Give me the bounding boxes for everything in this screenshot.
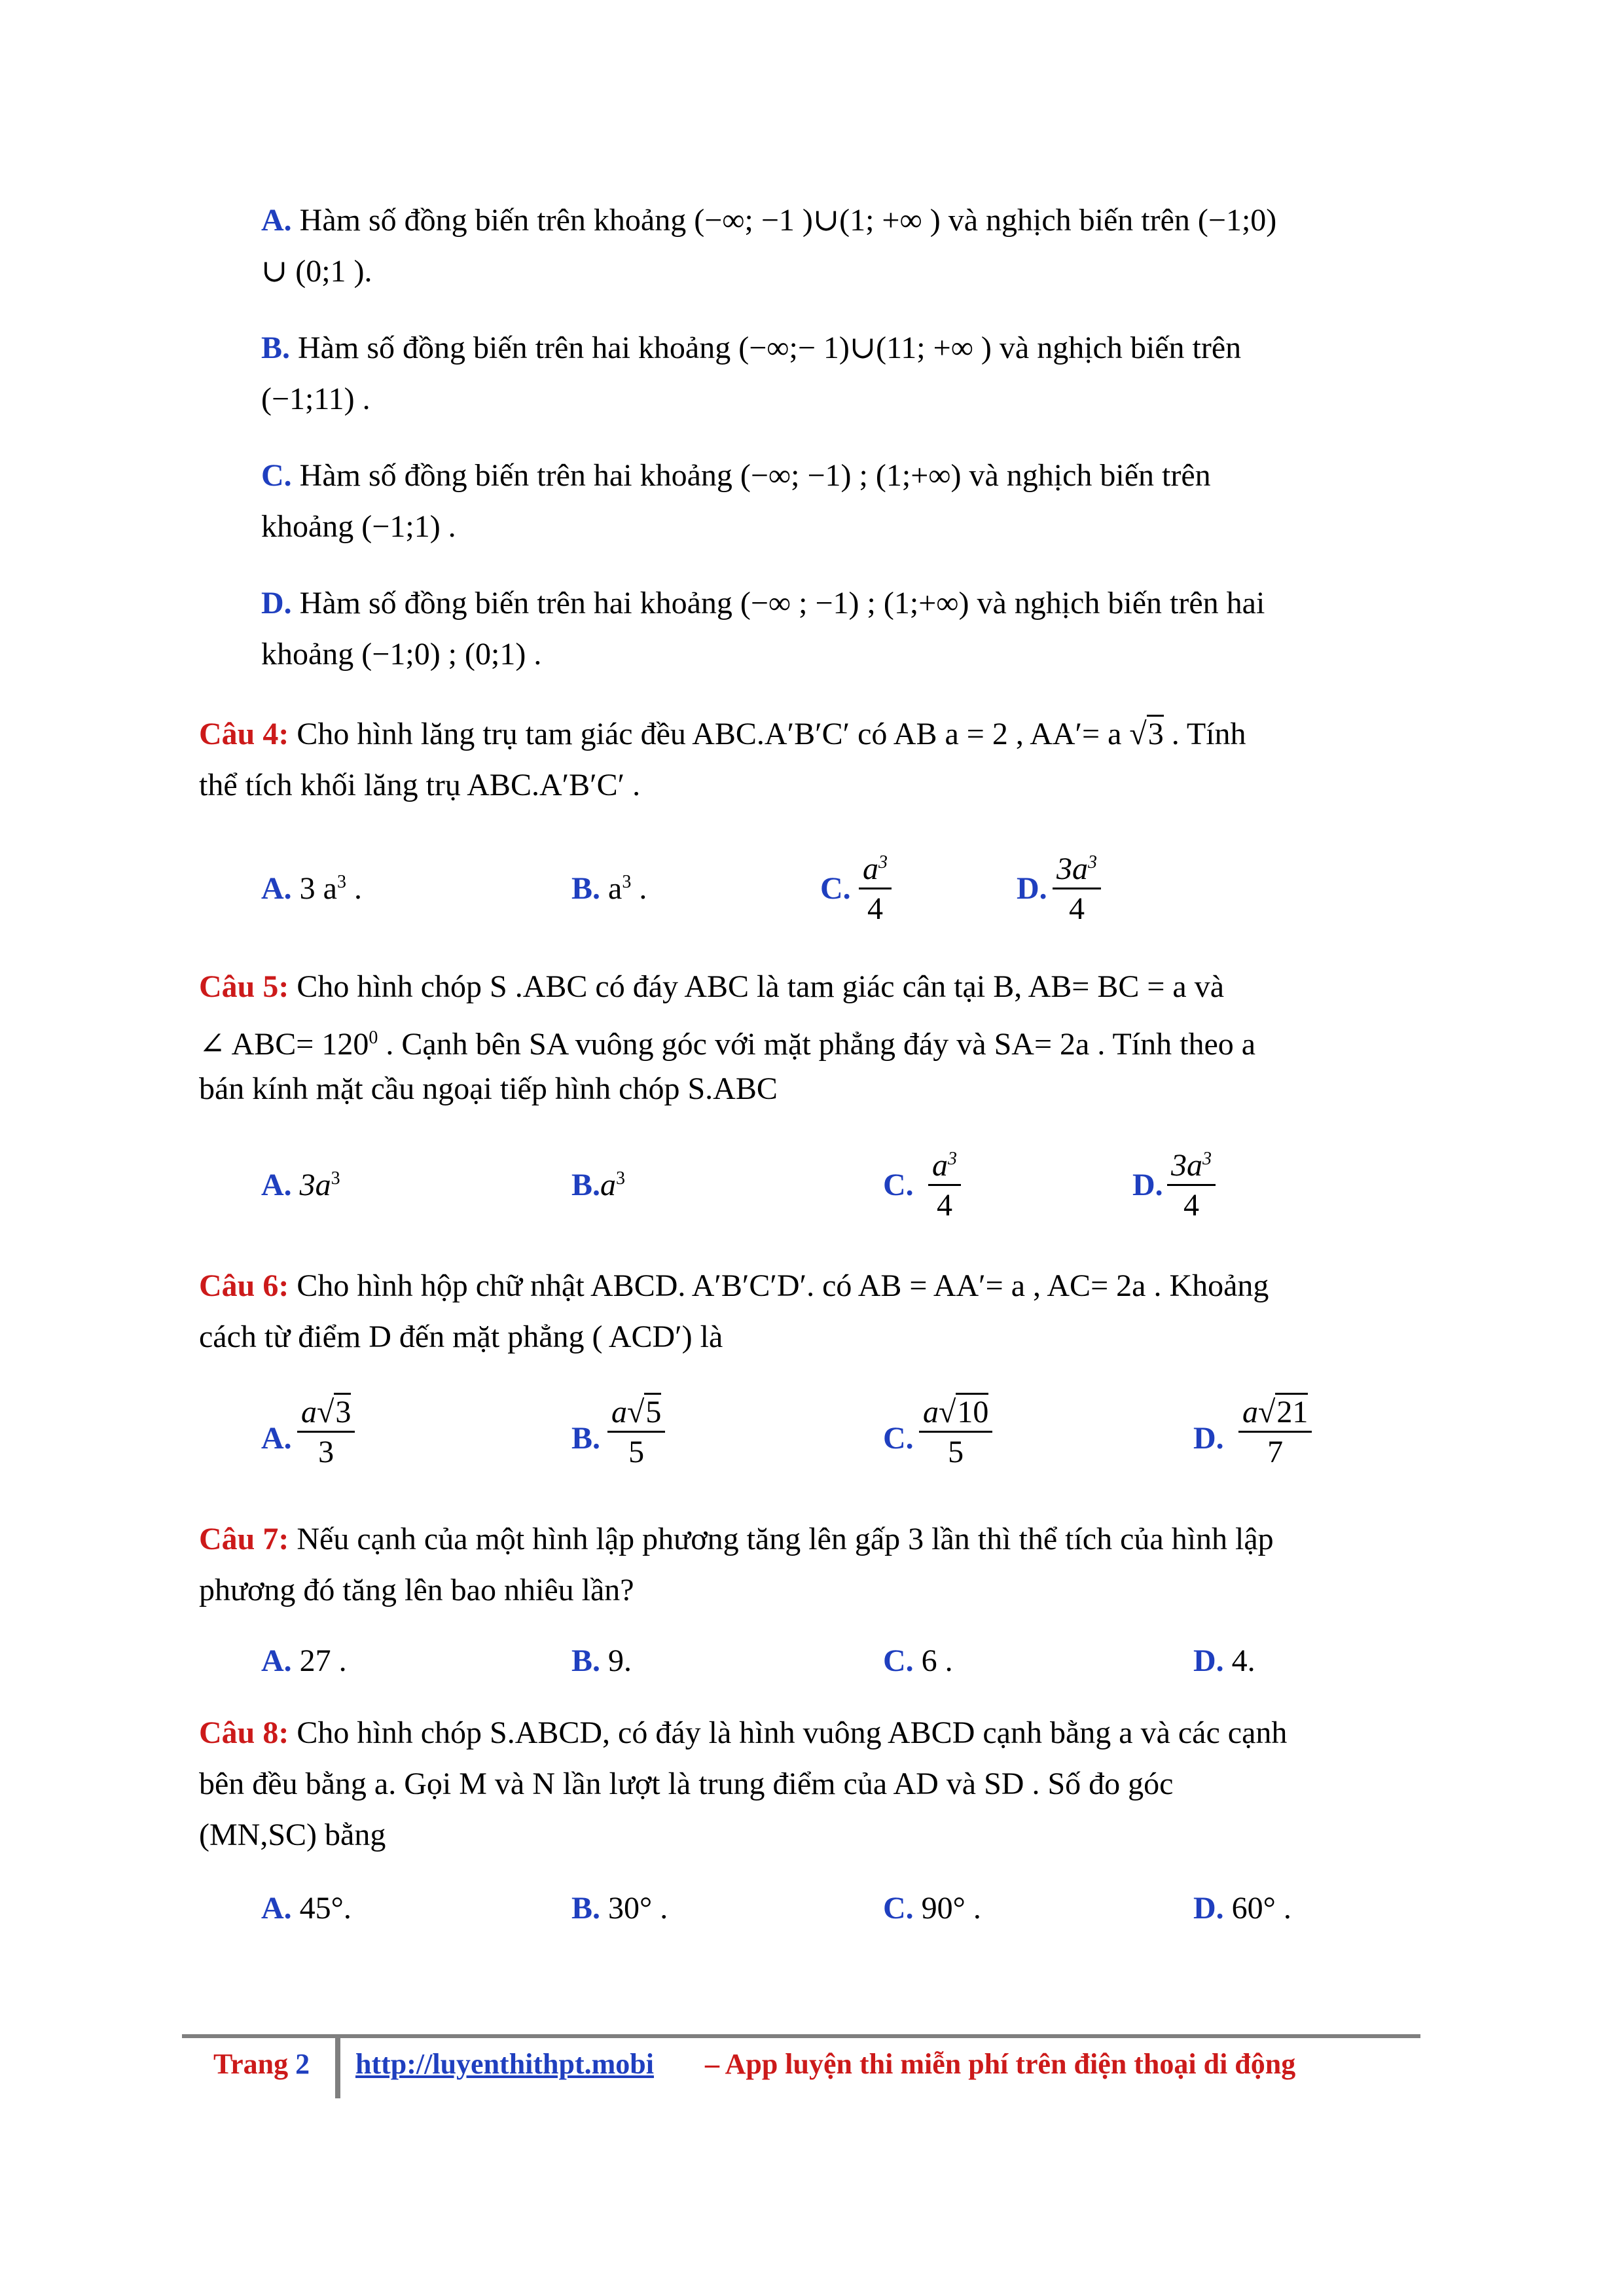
q3-option-d-line1 <box>261 584 1265 623</box>
q4-option-c-fraction: $\frac{a^3}{4}$ <box>859 844 892 929</box>
q5-option-a[interactable]: A. $3a^3$ <box>261 1168 340 1202</box>
q6-option-b-fraction: $\frac{a√5}{5}$ <box>607 1394 665 1472</box>
q5-option-d-fraction: $\frac{3a^3}{4}$ <box>1167 1141 1216 1225</box>
q5-line2: ∠ $ABC= 120^0$ . Cạnh bên SA vuông góc với mặt phẳng đáy và SA= 2a . Tính theo a <box>199 1027 1256 1062</box>
q4-text: Cho hình lăng trụ tam giác đều ABC.A′B′C′ có AB a = 2 , AA′= a <box>289 717 1122 751</box>
q6-option-a[interactable]: A. <box>261 1421 292 1456</box>
q7-line1: Câu 7: Nếu cạnh của một hình lập phương tăng lên gấp 3 lần thì thể tích của hình lập <box>199 1522 1274 1556</box>
q6-label: Câu 6: <box>199 1268 289 1303</box>
q5-line1: Câu 5: Cho hình chóp S .ABC có đáy ABC là tam giác cân tại B, AB= BC = a và <box>199 969 1225 1004</box>
q6-line2: cách từ điểm D đến mặt phẳng ( ACD′) là <box>199 1319 723 1354</box>
q3-option-b-text: Hàm số đồng biến trên hai khoảng (−∞;− 1)∪(11; +∞ ) và nghịch biến trên <box>290 331 1242 365</box>
q7-option-b[interactable]: B. 9. <box>571 1643 632 1678</box>
q4-line1: Câu 4: Cho hình lăng trụ tam giác đều ABC.A′B′C′ có AB a = 2 , AA′= a √3 . Tính <box>199 715 1246 754</box>
q5-label: Câu 5: <box>199 969 289 1004</box>
q3-option-a-line2: ∪ (0;1 ). <box>261 254 372 289</box>
q3-option-b-label: B. <box>261 331 291 365</box>
q5-line3: bán kính mặt cầu ngoại tiếp hình chóp S.ABC <box>199 1071 778 1106</box>
q6-option-b[interactable]: B. <box>571 1421 601 1456</box>
q8-line3: (MN,SC) bằng <box>199 1818 386 1852</box>
q7-option-d[interactable]: D. 4. <box>1193 1643 1255 1678</box>
q7-option-a[interactable]: A. 27 . <box>261 1643 347 1678</box>
q3-option-d-line2: khoảng (−1;0) ; (0;1) . <box>261 637 542 672</box>
q3-option-b-line1 <box>261 329 1241 368</box>
footer-tagline: – App luyện thi miễn phí trên điện thoại di động <box>705 2048 1296 2080</box>
q8-line2: bên đều bằng a. Gọi M và N lần lượt là trung điểm của AD và SD . Số đo góc <box>199 1767 1174 1801</box>
q8-option-a[interactable]: A. 45°. <box>261 1891 352 1926</box>
q4-option-d-fraction: $\frac{3a^3}{4}$ <box>1053 844 1101 929</box>
q6-option-a-fraction: $\frac{a√3}{3}$ <box>297 1394 355 1472</box>
q4-option-a[interactable]: A. 3 $a^3$ . <box>261 871 362 906</box>
q4-option-c[interactable]: C. <box>820 871 851 906</box>
page-number: Trang 2 <box>213 2048 310 2080</box>
q5-option-c-fraction: $\frac{a^3}{4}$ <box>928 1141 961 1225</box>
q3-option-a-label: A. <box>261 203 292 238</box>
sqrt-3: √3 <box>1129 715 1163 754</box>
q3-option-c-text: Hàm số đồng biến trên hai khoảng (−∞; −1) ; (1;+∞) và nghịch biến trên <box>291 458 1211 493</box>
footer-separator <box>335 2036 340 2098</box>
q8-label: Câu 8: <box>199 1715 289 1750</box>
q4-line2: thể tích khối lăng trụ ABC.A′B′C′ . <box>199 768 641 802</box>
q5-option-b[interactable]: $B.a^3$ <box>571 1168 626 1202</box>
q6-line1: Câu 6: Cho hình hộp chữ nhật ABCD. A′B′C′D′. có AB = AA′= a , AC= 2a . Khoảng <box>199 1268 1269 1303</box>
q8-line1: Câu 8: Cho hình chóp S.ABCD, có đáy là hình vuông ABCD cạnh bằng a và các cạnh <box>199 1715 1288 1750</box>
q5-option-c[interactable]: C. <box>883 1168 914 1202</box>
q3-option-a-text: Hàm số đồng biến trên khoảng (−∞; −1 )∪(1; +∞ ) và nghịch biến trên (−1;0) <box>291 203 1277 238</box>
q7-line2: phương đó tăng lên bao nhiêu lần? <box>199 1573 634 1607</box>
footer-divider <box>182 2034 1420 2038</box>
q6-option-d-fraction: $\frac{a√21}{7}$ <box>1238 1394 1312 1472</box>
q6-option-c-fraction: $\frac{a√10}{5}$ <box>919 1394 992 1472</box>
q4-option-b[interactable]: B. $a^3$ . <box>571 871 647 906</box>
q3-option-c-line2: khoảng (−1;1) . <box>261 509 456 544</box>
q8-option-c[interactable]: C. 90° . <box>883 1891 981 1926</box>
q3-option-d-label: D. <box>261 586 292 620</box>
q3-option-c-line1 <box>261 456 1211 495</box>
q3-option-b-line2: (−1;11) . <box>261 382 370 416</box>
q4-option-d[interactable]: D. <box>1017 871 1047 906</box>
q3-option-c-label: C. <box>261 458 292 493</box>
q8-option-d[interactable]: D. 60° . <box>1193 1891 1291 1926</box>
footer-link[interactable]: http://luyenthithpt.mobi <box>355 2048 654 2080</box>
q5-option-d[interactable]: D. <box>1132 1168 1163 1202</box>
q4-label: Câu 4: <box>199 717 289 751</box>
q3-option-a-line1 <box>261 201 1276 240</box>
q6-option-c[interactable]: C. <box>883 1421 914 1456</box>
q6-option-d[interactable]: D. <box>1193 1421 1224 1456</box>
q3-option-d-text: Hàm số đồng biến trên hai khoảng (−∞ ; −1) ; (1;+∞) và nghịch biến trên hai <box>291 586 1265 620</box>
q7-option-c[interactable]: C. 6 . <box>883 1643 953 1678</box>
q8-option-b[interactable]: B. 30° . <box>571 1891 668 1926</box>
q7-label: Câu 7: <box>199 1522 289 1556</box>
